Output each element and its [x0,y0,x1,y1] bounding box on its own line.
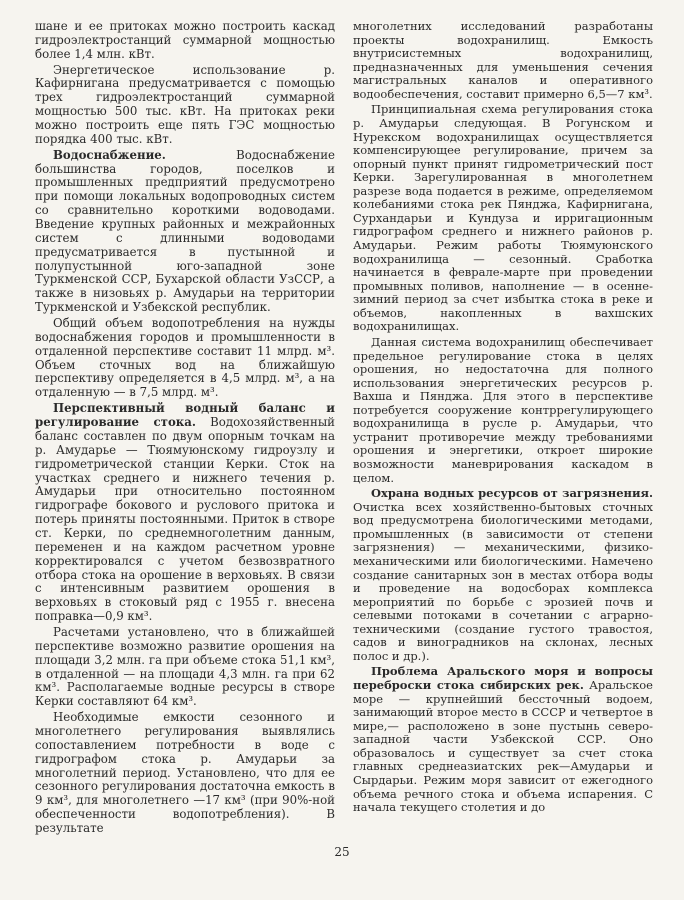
paragraph: Расчетами установлено, что в ближайшей перспективе возможно развитие орошения на площади 3,2 млн. га при объеме стока 51,1 км³, в отдаленной — на площади 4,3 млн. га при 62 км³. Располагаемые водные ресурсы в створе Керки составляют 64 км³. [35,624,335,709]
paragraph-text: Водоснабжение большинства городов, поселков и промышленных предприятий предусмотрено при помощи локальных водопроводных систем со сравнительно короткими водоводами. Введение крупных районных и межрайонных систем с длинными водоводами предусматривается в пустынной и полупустынной юго-западной зоне Туркменской ССР, Бухарской области УзССР, а также в низовьях р. Амударьи на территории Туркменской и Узбекской республик. [35,147,335,315]
page-number: 25 [334,845,350,859]
paragraph: Данная система водохранилищ обеспечивает предельное регулирование стока в целях орошения, но недостаточна для полного использования энергетических ресурсов р. Вахша и Пянджа. Для этого в перспективе потребуется сооружение контррегулирующего водохранилища в русле р. Амударьи, что устранит противоречие между требованиями орошения и энергетики, откроет широкие возможности маневрирования каскадом в целом. [353,334,653,485]
section-paragraph [353,665,653,814]
paragraph: Энергетическое использование р. Кафирнигана предусматривается с помощью трех гидроэлектростанций суммарной мощностью 500 тыс. кВт. На притоках реки можно построить еще пять ГЭС мощностью порядка 400 тыс. кВт. [35,62,335,146]
paragraph: Общий объем водопотребления на нужды водоснабжения городов и промышленности в отдаленной перспективе составит 11 млрд. м³. Объем сточных вод на ближайшую перспективу определяется в 4,5 млрд. м³, а на отдаленную — в 7,5 млрд. м³. [35,316,335,400]
section-heading: Проблема Аральского моря и вопросы переброски стока сибирских рек. [353,664,653,692]
section-heading: Охрана водных ресурсов от загрязнения. [371,486,653,501]
section-paragraph [35,402,335,624]
paragraph-text: Водохозяйственный баланс составлен по двум опорным точкам на р. Амударье — Тюямуюнскому гидроузлу и гидрометрической станции Керки. Сток на участках среднего и нижнего течения р. Амударьи при относительно постоянном гидрографе бокового и руслового притока и потерь приняты постоянными. Приток в створе ст. Керки, по среднемноголетним данным, переменен и на каждом расчетном уровне корректировался с учетом безвозвратного отбора стока на орошение в верховьях. В связи с интенсивным развитием орошения в верховьях в стоковый ряд с 1955 г. внесена поправка—0,9 км³. [35,415,336,624]
right-column [353,20,653,815]
paragraph: Принципиальная схема регулирования стока р. Амударьи следующая. В Рогунском и Нурекском водохранилищах осуществляется компенсирующее регулирование, причем за опорный пункт принят гидрометрический пост Керки. Зарегулированная в многолетнем разрезе вода подается в режиме, определяемом колебаниями стока рек Пянджа, Кафирнигана, Сурхандарьи и Кундуза и ирригационным гидрографом среднего и нижнего районов р. Амударьи. Режим работы Тюямуюнского водохранилища — сезонный. Сработка начинается в феврале-марте при проведении промывных поливов, наполнение — в осенне-зимний период за счет избытка стока в реке и объемов, накопленных в вахшских водохранилищах. [353,102,653,334]
paragraph-text: Аральское море — крупнейший бессточный водоем, занимающий второе место в СССР и четвертое в мире,— расположено в зоне пустынь северо-западной части Узбекской ССР. Оно образовалось и существует за счет стока главных среднеазиатских рек—Амударьи и Сырдарьи. Режим моря зависит от ежегодного объема речного стока и объема испарения. С начала текущего столетия и до [353,678,653,815]
paragraph: многолетних исследований разработаны проекты водохранилищ. Емкость внутрисистемных водохранилищ, предназначенных для уменьшения сечения магистральных каналов и оперативного водообеспечения, составит примерно 6,5—7 км³. [353,19,653,101]
paragraph: шане и ее притоках можно построить каскад гидроэлектростанций суммарной мощностью более 1,4 млн. кВт. [35,19,335,61]
section-paragraph [35,149,335,315]
left-column [35,20,335,836]
section-paragraph [353,487,653,663]
section-heading: Водоснабжение. [53,147,166,162]
paragraph: Необходимые емкости сезонного и многолетнего регулирования выявлялись сопоставлением потребности в воде с гидрографом стока р. Амударьи за многолетний период. Установлено, что для ее сезонного регулирования достаточна емкость в 9 км³, для многолетнего —17 км³ (при 90%-ной обеспеченности водопотребления). В результате [35,710,335,835]
section-heading: Перспективный водный баланс и регулирование стока. [35,401,335,430]
paragraph-text: Очистка всех хозяйственно-бытовых сточных вод предусмотрена биологическими методами, промышленных (в зависимости от степени загрязнения) — механическими, физико-механическими или биологическими. Намечено создание санитарных зон в местах отбора воды и проведение на водосборах комплекса мероприятий по борьбе с эрозией почв и селевыми потоками в сочетании с аграрно-техническими (создание густого травостоя, садов и виноградников на склонах, лесных полос и др.). [353,499,653,663]
